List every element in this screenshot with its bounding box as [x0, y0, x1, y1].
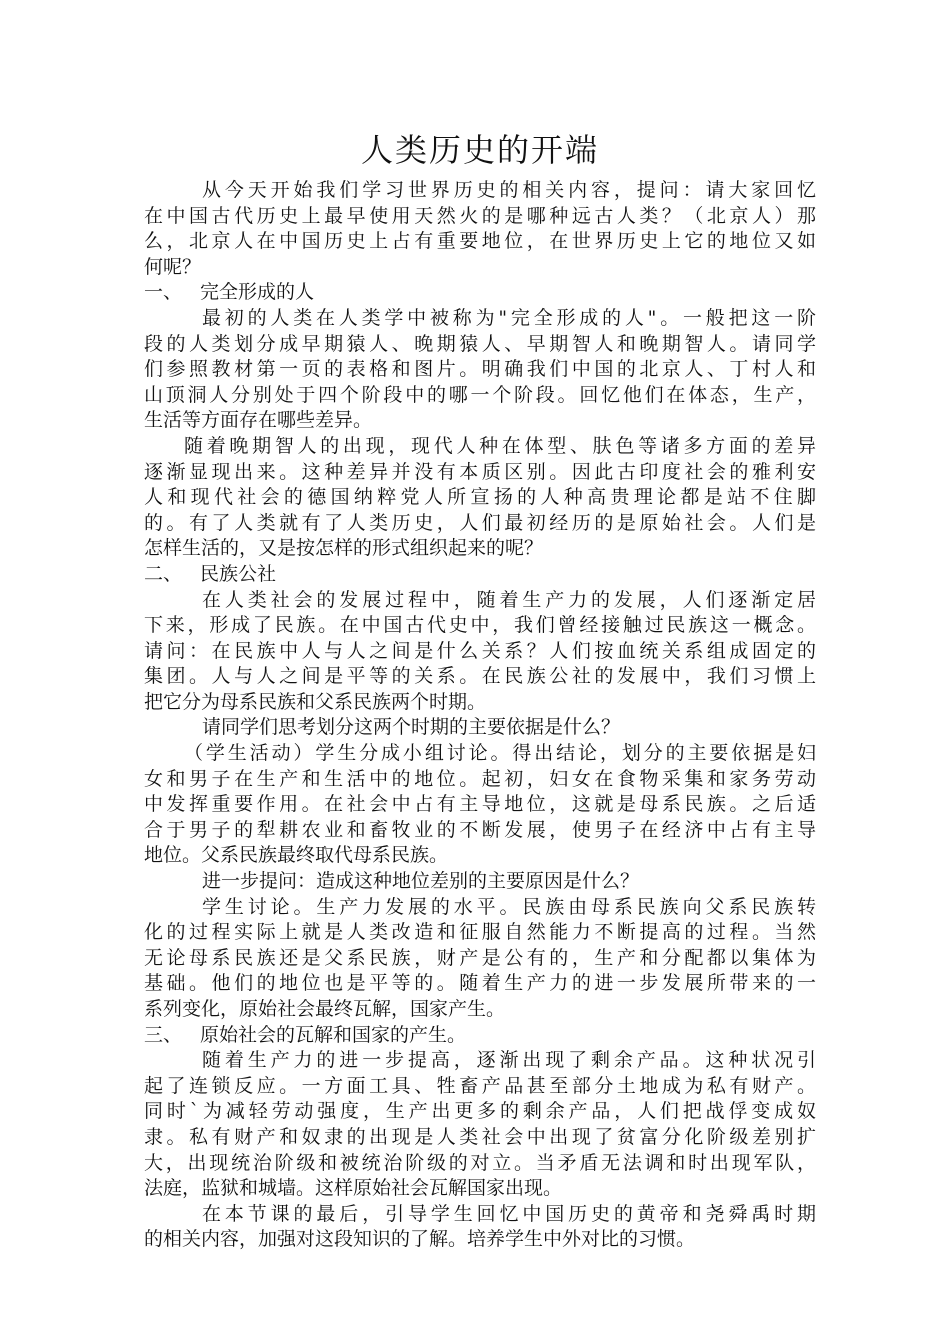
line-text: 从今天开始我们学习世界历史的相关内容，提问：请大家回忆 [202, 179, 816, 201]
text-line [144, 818, 816, 844]
line-text: 合于男子的犁耕农业和畜牧业的不断发展，使男子在经济中占有主导 [144, 818, 816, 841]
line-text: 么，北京人在中国历史上占有重要地位，在世界历史上它的地位又如 [144, 230, 816, 253]
text-line [144, 639, 816, 665]
line-text: 同时`为减轻劳动强度，生产出更多的剩余产品，人们把战俘变成奴 [144, 1100, 816, 1123]
line-text: 在中国古代历史上最早使用天然火的是哪种远古人类？（北京人）那 [144, 204, 816, 227]
text-line [144, 767, 816, 793]
line-text: 最初的人类在人类学中被称为"完全形成的人"。一般把这一阶 [202, 306, 816, 329]
text-line [144, 485, 816, 511]
text-line [144, 383, 816, 409]
line-text: 完全形成的人 [200, 281, 315, 304]
section-heading [144, 280, 816, 306]
line-text: 学生讨论。生产力发展的水平。民族由母系民族向父系民族转 [202, 895, 816, 918]
line-text: （学生活动）学生分成小组讨论。得出结论，划分的主要依据是妇 [184, 742, 816, 765]
text-line [144, 1125, 816, 1151]
section-heading [144, 1023, 816, 1049]
line-text: 集团。人与人之间是平等的关系。在民族公社的发展中，我们习惯上 [144, 665, 816, 688]
text-line [144, 741, 816, 767]
text-line [144, 434, 816, 460]
line-text: 把它分为母系民族和父系民族两个时期。 [144, 690, 487, 713]
text-line [144, 1099, 816, 1125]
text-line [144, 1227, 816, 1253]
text-line [144, 869, 816, 895]
section-heading [144, 562, 816, 588]
line-text: 基础。他们的地位也是平等的。随着生产力的进一步发展所带来的一 [144, 972, 816, 995]
document-page [144, 126, 816, 1253]
line-text: 随着晚期智人的出现，现代人种在体型、肤色等诸多方面的差异 [184, 434, 816, 457]
text-line [144, 1176, 816, 1202]
text-line [144, 1202, 816, 1228]
text-line [144, 408, 816, 434]
text-line [144, 1151, 816, 1177]
line-text: 法庭，监狱和城墙。这样原始社会瓦解国家出现。 [144, 1177, 563, 1200]
text-line [144, 843, 816, 869]
line-text: 的。有了人类就有了人类历史，人们最初经历的是原始社会。人们是 [144, 511, 816, 534]
line-text: 段的人类划分成早期猿人、晚期猿人、早期智人和晚期智人。请同学 [144, 332, 816, 355]
line-text: 系列变化，原始社会最终瓦解，国家产生。 [144, 998, 506, 1020]
text-line [144, 536, 816, 562]
line-text: 起了连锁反应。一方面工具、牲畜产品甚至部分土地成为私有财产。 [144, 1074, 816, 1097]
text-line [144, 690, 816, 716]
text-line [144, 229, 816, 255]
line-text: 中发挥重要作用。在社会中占有主导地位，这就是母系民族。之后适 [144, 793, 816, 816]
section-number: 二、 [144, 562, 183, 585]
line-text: 原始社会的瓦解和国家的产生。 [200, 1023, 467, 1046]
text-line [144, 178, 816, 204]
line-text: 大，出现统治阶级和被统治阶级的对立。当矛盾无法调和时出现军队， [144, 1151, 816, 1174]
text-line [144, 511, 816, 537]
section-number: 一、 [144, 281, 183, 304]
line-text: 进一步提问：造成这种地位差别的主要原因是什么？ [202, 870, 640, 893]
line-text: 生活等方面存在哪些差异。 [144, 409, 373, 432]
line-text: 无论母系民族还是父系民族，财产是公有的，生产和分配都以集体为 [144, 946, 816, 969]
line-text: 请同学们思考划分这两个时期的主要依据是什么？ [202, 716, 621, 739]
line-text: 在人类社会的发展过程中，随着生产力的发展，人们逐渐定居 [202, 588, 816, 611]
text-line [144, 613, 816, 639]
text-line [144, 715, 816, 741]
text-line [144, 997, 816, 1023]
line-text: 请问：在民族中人与人之间是什么关系？人们按血统关系组成固定的 [144, 639, 816, 662]
document-title: 人类历史的开端 [360, 131, 599, 169]
text-line [144, 357, 816, 383]
line-text: 们参照教材第一页的表格和图片。明确我们中国的北京人、丁村人和 [144, 358, 816, 381]
line-text: 隶。私有财产和奴隶的出现是人类社会中出现了贫富分化阶级差别扩 [144, 1125, 816, 1148]
line-text: 的相关内容，加强对这段知识的了解。培养学生中外对比的习惯。 [144, 1228, 696, 1251]
text-line [144, 1074, 816, 1100]
text-line [144, 920, 816, 946]
text-line [144, 792, 816, 818]
document-body [144, 178, 816, 1253]
line-text: 在本节课的最后，引导学生回忆中国历史的黄帝和尧舜禹时期 [202, 1202, 816, 1225]
text-line [144, 306, 816, 332]
text-line [144, 255, 816, 281]
line-text: 逐渐显现出来。这种差异并没有本质区别。因此古印度社会的雅利安 [144, 460, 816, 483]
line-text: 人和现代社会的德国纳粹党人所宣扬的人种高贵理论都是站不住脚 [144, 486, 816, 509]
text-line [144, 588, 816, 614]
text-line [144, 664, 816, 690]
line-text: 下来，形成了民族。在中国古代史中，我们曾经接触过民族这一概念。 [144, 614, 816, 637]
line-text: 女和男子在生产和生活中的地位。起初，妇女在食物采集和家务劳动 [144, 767, 816, 790]
text-line [144, 460, 816, 486]
line-text: 怎样生活的，又是按怎样的形式组织起来的呢？ [144, 537, 544, 560]
text-line [144, 1048, 816, 1074]
text-line [144, 946, 816, 972]
text-line [144, 895, 816, 921]
line-text: 山顶洞人分别处于四个阶段中的哪一个阶段。回忆他们在体态，生产， [144, 383, 816, 406]
line-text: 随着生产力的进一步提高，逐渐出现了剩余产品。这种状况引 [202, 1049, 816, 1072]
text-line [144, 332, 816, 358]
line-text: 地位。父系民族最终取代母系民族。 [144, 844, 449, 867]
line-text: 化的过程实际上就是人类改造和征服自然能力不断提高的过程。当然 [144, 921, 816, 944]
line-text: 民族公社 [200, 562, 277, 585]
line-text: 何呢？ [144, 255, 202, 278]
text-line [144, 204, 816, 230]
text-line [144, 971, 816, 997]
section-number: 三、 [144, 1023, 183, 1046]
